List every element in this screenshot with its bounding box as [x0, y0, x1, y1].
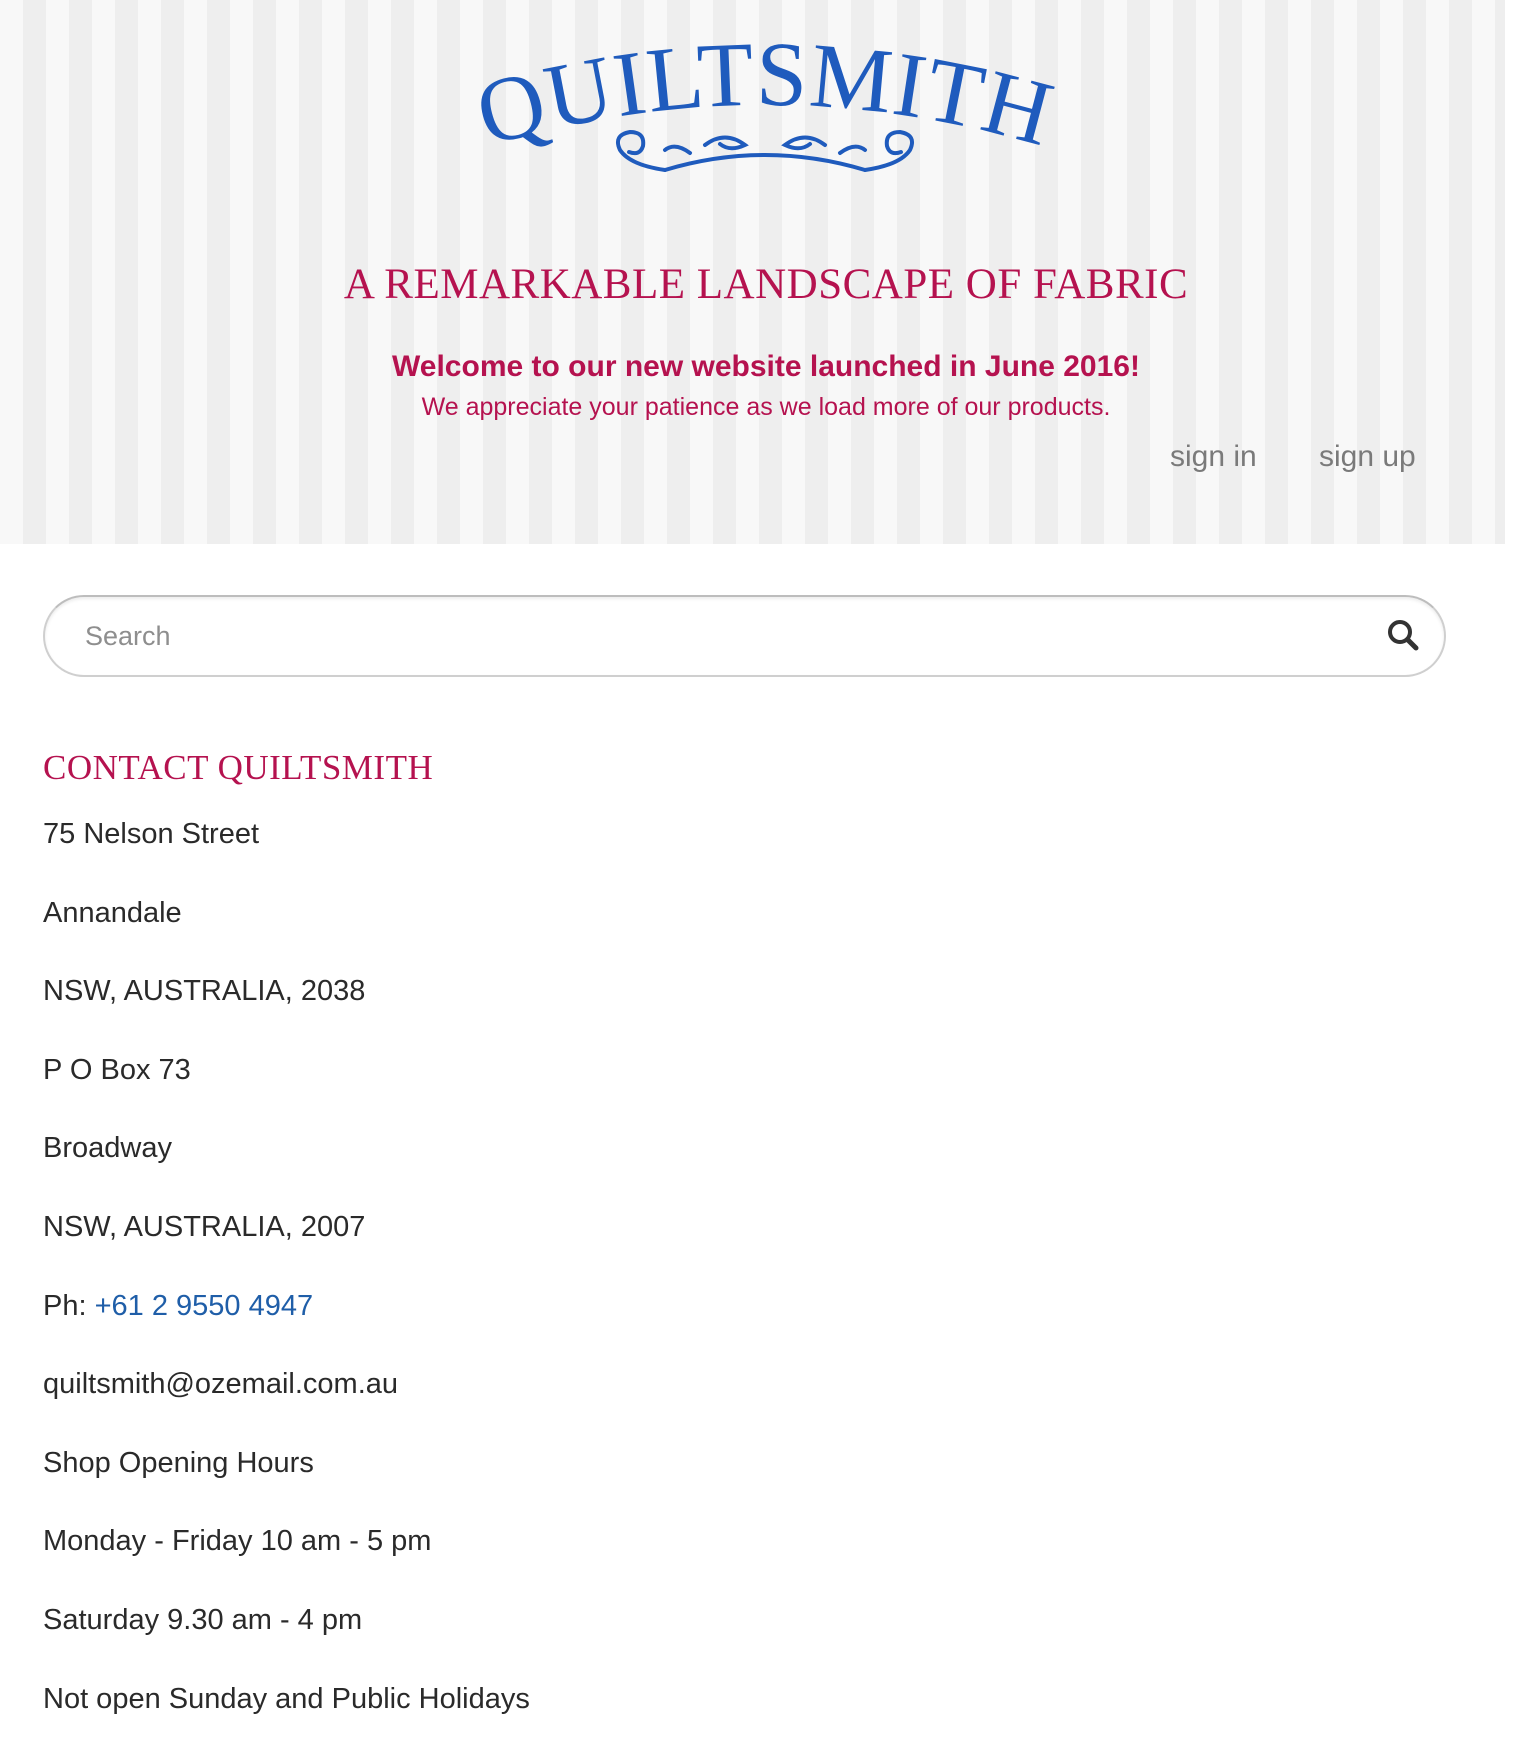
quiltsmith-logo[interactable] [425, 20, 1105, 190]
closed-note: Not open Sunday and Public Holidays [43, 1682, 530, 1715]
flourish-icon [618, 132, 912, 170]
search-input[interactable] [83, 611, 1347, 661]
weekday-hours: Monday - Friday 10 am - 5 pm [43, 1525, 432, 1558]
logo-text: QUILTSMITH [466, 22, 1064, 166]
welcome-message: Welcome to our new website launched in June 2016! [392, 350, 1140, 383]
search-button[interactable] [1385, 617, 1423, 655]
hours-heading: Shop Opening Hours [43, 1446, 314, 1479]
phone-line [43, 1287, 530, 1366]
street-address: 75 Nelson Street [43, 818, 260, 850]
contact-heading: CONTACT QUILTSMITH [43, 748, 434, 787]
po-suburb: Broadway [43, 1132, 172, 1165]
saturday-hours: Saturday 9.30 am - 4 pm [43, 1603, 363, 1636]
state-postcode: NSW, AUSTRALIA, 2038 [43, 975, 366, 1008]
search-bar [43, 595, 1446, 677]
email-address: quiltsmith@ozemail.com.au [43, 1368, 399, 1401]
svg-text:QUILTSMITH [466, 23, 1064, 166]
po-state-postcode: NSW, AUSTRALIA, 2007 [43, 1210, 366, 1243]
contact-details [43, 815, 530, 1758]
phone-label: Ph: [43, 1289, 95, 1322]
search-icon [1385, 617, 1423, 655]
sign-up-link[interactable]: sign up [1319, 440, 1416, 473]
phone-link[interactable]: +61 2 9550 4947 [94, 1289, 314, 1322]
suburb: Annandale [43, 896, 182, 929]
po-box: P O Box 73 [43, 1053, 191, 1086]
tagline: A REMARKABLE LANDSCAPE OF FABRIC [343, 261, 1189, 308]
sign-in-link[interactable]: sign in [1170, 440, 1257, 473]
patience-message: We appreciate your patience as we load more of our products. [421, 393, 1111, 421]
site-header [0, 0, 1505, 544]
